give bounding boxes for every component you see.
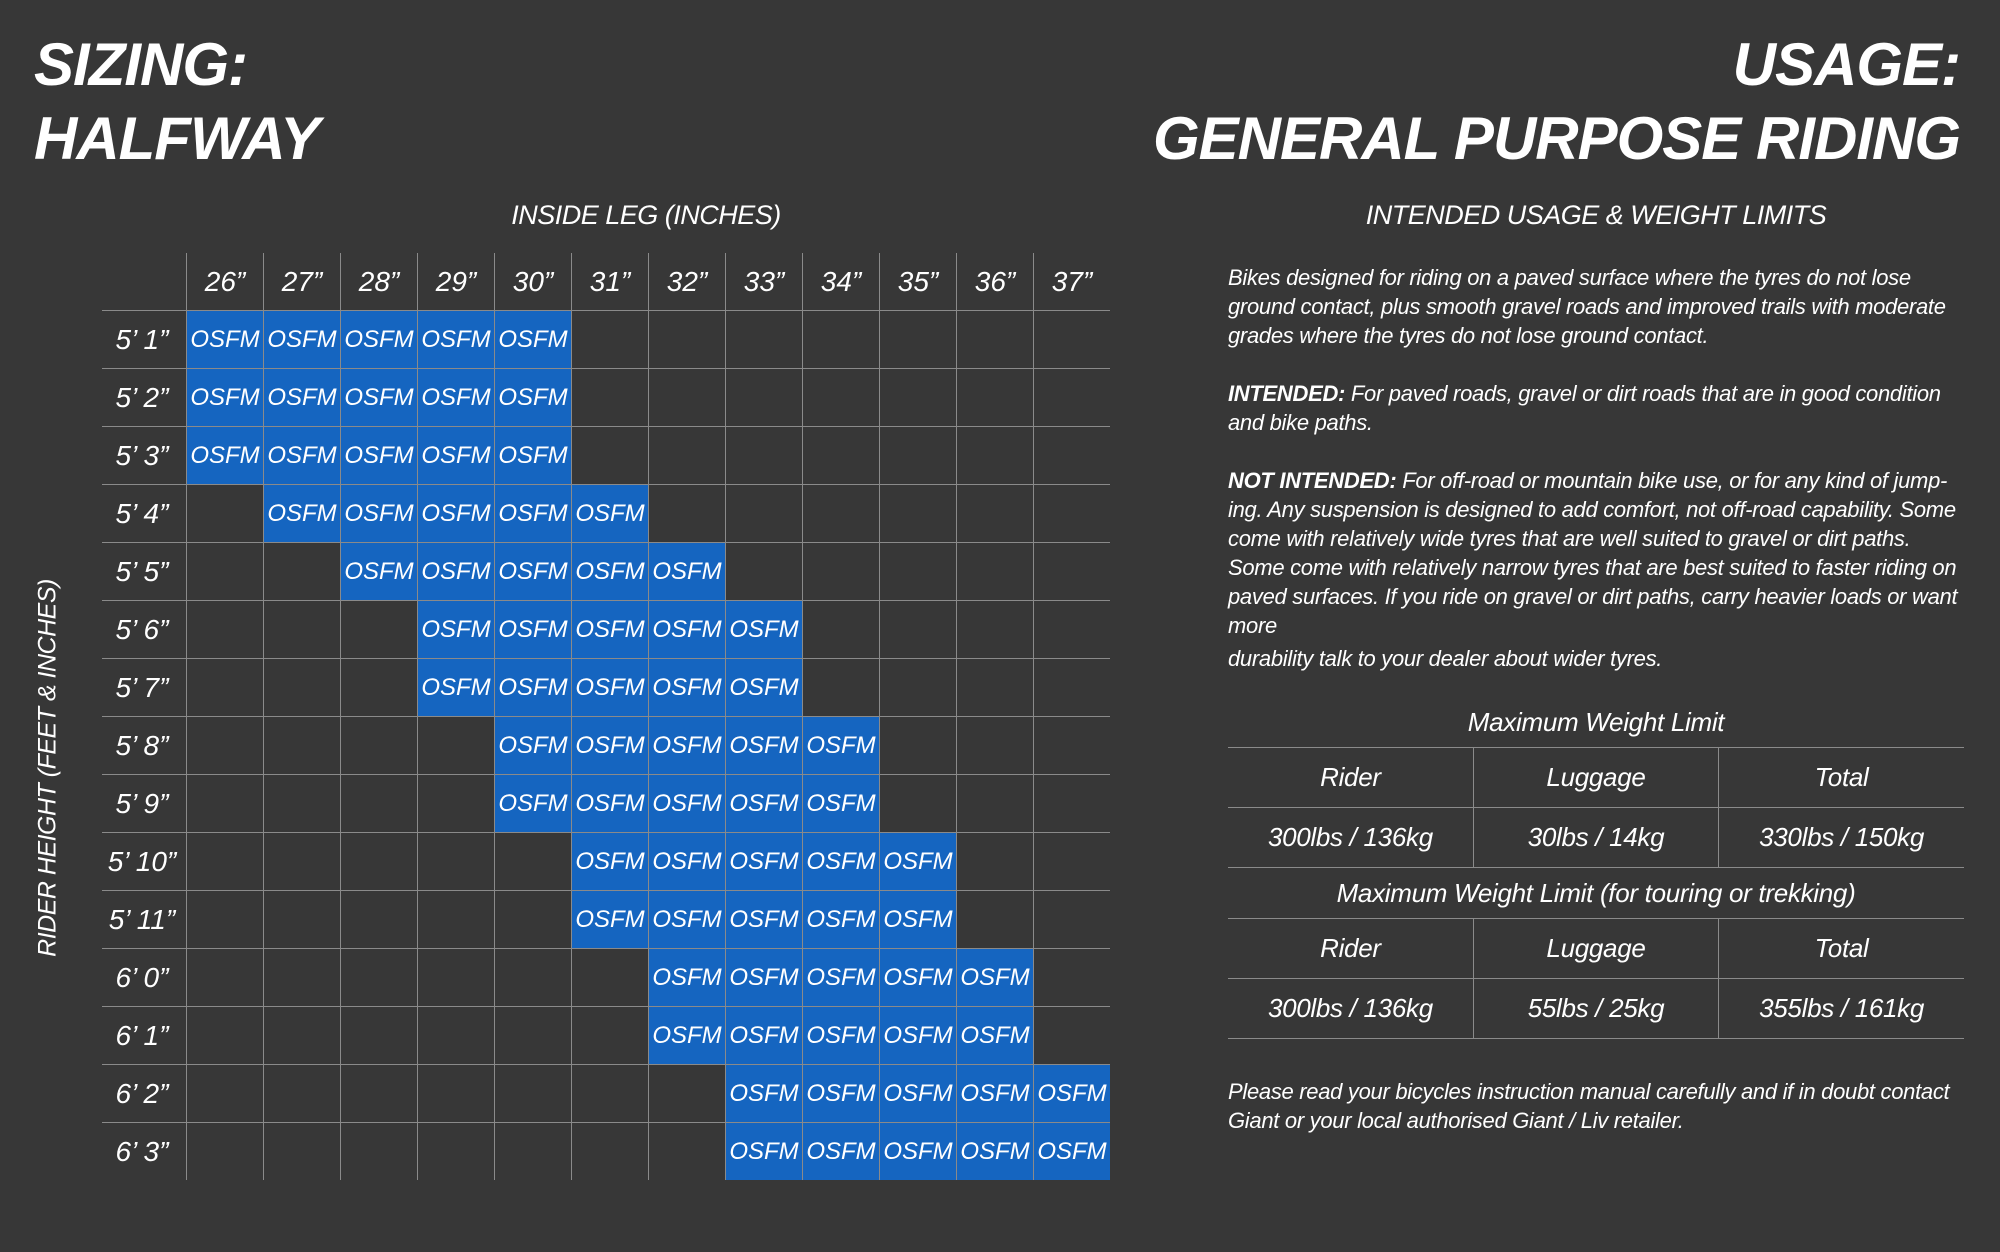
empty-size-cell — [341, 775, 418, 833]
empty-size-cell — [187, 1065, 264, 1123]
empty-size-cell — [495, 1123, 572, 1181]
empty-size-cell — [264, 891, 341, 949]
weight-table-header-row — [1228, 748, 1964, 808]
empty-size-cell — [1034, 717, 1111, 775]
empty-size-cell — [187, 833, 264, 891]
rider-height-label: 5’ 7” — [102, 659, 187, 717]
osfm-size-cell: OSFM — [726, 601, 803, 659]
sizing-title-line2: HALFWAY — [34, 105, 320, 172]
osfm-size-cell: OSFM — [726, 1123, 803, 1181]
usage-panel — [1228, 200, 1964, 1135]
osfm-size-cell: OSFM — [495, 427, 572, 485]
empty-size-cell — [341, 601, 418, 659]
sizing-table-body — [102, 311, 1110, 1181]
rider-height-label: 5’ 8” — [102, 717, 187, 775]
rider-height-row — [102, 543, 1110, 601]
weight-table-title: Maximum Weight Limit — [1467, 707, 1725, 737]
rider-height-label: 6’ 0” — [102, 949, 187, 1007]
empty-size-cell — [1034, 369, 1111, 427]
empty-size-cell — [264, 659, 341, 717]
osfm-size-cell: OSFM — [341, 427, 418, 485]
empty-size-cell — [264, 775, 341, 833]
osfm-size-cell: OSFM — [649, 717, 726, 775]
osfm-size-cell: OSFM — [495, 369, 572, 427]
weight-limit-table-1 — [1228, 697, 1964, 868]
empty-size-cell — [803, 543, 880, 601]
luggage-header: Luggage — [1473, 919, 1718, 979]
empty-size-cell — [1034, 891, 1111, 949]
osfm-size-cell: OSFM — [726, 949, 803, 1007]
not-intended-paragraph — [1228, 466, 1964, 640]
empty-size-cell — [572, 369, 649, 427]
empty-size-cell — [264, 1007, 341, 1065]
empty-size-cell — [1034, 427, 1111, 485]
empty-size-cell — [1034, 601, 1111, 659]
osfm-size-cell: OSFM — [572, 543, 649, 601]
empty-size-cell — [957, 543, 1034, 601]
osfm-size-cell: OSFM — [649, 833, 726, 891]
osfm-size-cell: OSFM — [572, 485, 649, 543]
osfm-size-cell: OSFM — [649, 601, 726, 659]
footer-note — [1228, 1077, 1964, 1135]
empty-size-cell — [957, 311, 1034, 369]
not-intended-text: Some come with relatively narrow tyres that are best suited to faster riding on — [1228, 555, 1957, 580]
rider-header: Rider — [1228, 919, 1473, 979]
empty-size-cell — [649, 311, 726, 369]
empty-size-cell — [341, 1007, 418, 1065]
osfm-size-cell: OSFM — [187, 369, 264, 427]
empty-size-cell — [880, 485, 957, 543]
total-value: 330lbs / 150kg — [1719, 808, 1964, 868]
empty-size-cell — [418, 775, 495, 833]
osfm-size-cell: OSFM — [572, 833, 649, 891]
osfm-size-cell: OSFM — [341, 369, 418, 427]
osfm-size-cell: OSFM — [1034, 1123, 1111, 1181]
rider-value: 300lbs / 136kg — [1228, 808, 1473, 868]
inside-leg-header-row — [102, 253, 1110, 311]
weight-table-title: Maximum Weight Limit (for touring or trekking) — [1336, 878, 1856, 908]
osfm-size-cell: OSFM — [264, 369, 341, 427]
durability-line: durability talk to your dealer about wider tyres. — [1228, 646, 1663, 671]
empty-size-cell — [880, 427, 957, 485]
empty-size-cell — [726, 485, 803, 543]
rider-height-row — [102, 1007, 1110, 1065]
empty-size-cell — [418, 1123, 495, 1181]
osfm-size-cell: OSFM — [803, 1065, 880, 1123]
empty-size-cell — [1034, 543, 1111, 601]
rider-height-label: 5’ 9” — [102, 775, 187, 833]
rider-height-label: 6’ 3” — [102, 1123, 187, 1181]
osfm-size-cell: OSFM — [1034, 1065, 1111, 1123]
empty-size-cell — [572, 427, 649, 485]
empty-size-cell — [726, 311, 803, 369]
empty-size-cell — [957, 427, 1034, 485]
empty-size-cell — [649, 485, 726, 543]
osfm-size-cell: OSFM — [495, 485, 572, 543]
osfm-size-cell: OSFM — [803, 1123, 880, 1181]
osfm-size-cell: OSFM — [649, 659, 726, 717]
luggage-header: Luggage — [1473, 748, 1718, 808]
empty-size-cell — [803, 659, 880, 717]
osfm-size-cell: OSFM — [649, 543, 726, 601]
weight-table-value-row — [1228, 979, 1964, 1039]
rider-height-axis-label: RIDER HEIGHT (FEET & INCHES) — [33, 579, 62, 957]
empty-size-cell — [495, 1007, 572, 1065]
empty-size-cell — [341, 659, 418, 717]
empty-size-cell — [341, 1065, 418, 1123]
osfm-size-cell: OSFM — [495, 601, 572, 659]
empty-size-cell — [418, 717, 495, 775]
empty-size-cell — [880, 659, 957, 717]
empty-size-cell — [187, 891, 264, 949]
empty-size-cell — [957, 775, 1034, 833]
rider-height-label: 5’ 11” — [102, 891, 187, 949]
osfm-size-cell: OSFM — [572, 891, 649, 949]
empty-size-cell — [264, 601, 341, 659]
usage-description — [1228, 263, 1964, 350]
osfm-size-cell: OSFM — [649, 1007, 726, 1065]
rider-height-label: 5’ 5” — [102, 543, 187, 601]
empty-size-cell — [341, 833, 418, 891]
rider-height-label: 5’ 1” — [102, 311, 187, 369]
luggage-value: 30lbs / 14kg — [1473, 808, 1718, 868]
empty-size-cell — [187, 601, 264, 659]
rider-height-row — [102, 601, 1110, 659]
osfm-size-cell: OSFM — [572, 659, 649, 717]
osfm-size-cell: OSFM — [726, 659, 803, 717]
empty-size-cell — [418, 891, 495, 949]
osfm-size-cell: OSFM — [880, 833, 957, 891]
empty-size-cell — [880, 717, 957, 775]
osfm-size-cell: OSFM — [726, 1007, 803, 1065]
rider-height-row — [102, 659, 1110, 717]
osfm-size-cell: OSFM — [957, 1007, 1034, 1065]
osfm-size-cell: OSFM — [957, 1065, 1034, 1123]
empty-size-cell — [341, 949, 418, 1007]
empty-size-cell — [1034, 1007, 1111, 1065]
inside-leg-column-header: 37” — [1034, 253, 1111, 311]
not-intended-text: come with relatively wide tyres that are well suited to gravel or dirt paths. — [1228, 526, 1911, 551]
empty-size-cell — [572, 949, 649, 1007]
empty-size-cell — [880, 601, 957, 659]
rider-height-row — [102, 1123, 1110, 1181]
osfm-size-cell: OSFM — [495, 543, 572, 601]
empty-size-cell — [264, 949, 341, 1007]
empty-size-cell — [957, 891, 1034, 949]
usage-heading: INTENDED USAGE & WEIGHT LIMITS — [1365, 200, 1827, 230]
empty-size-cell — [495, 833, 572, 891]
rider-height-row — [102, 949, 1110, 1007]
osfm-size-cell: OSFM — [726, 891, 803, 949]
empty-size-cell — [264, 717, 341, 775]
inside-leg-column-header: 26” — [187, 253, 264, 311]
empty-size-cell — [264, 1065, 341, 1123]
osfm-size-cell: OSFM — [418, 659, 495, 717]
weight-table — [1228, 747, 1964, 868]
empty-size-cell — [880, 369, 957, 427]
inside-leg-column-header: 34” — [803, 253, 880, 311]
osfm-size-cell: OSFM — [418, 543, 495, 601]
description-line: ground contact, plus smooth gravel roads and improved trails with moderate — [1228, 294, 1946, 319]
empty-size-cell — [957, 369, 1034, 427]
osfm-size-cell: OSFM — [803, 717, 880, 775]
osfm-size-cell: OSFM — [803, 891, 880, 949]
empty-size-cell — [726, 543, 803, 601]
empty-size-cell — [726, 369, 803, 427]
empty-size-cell — [495, 891, 572, 949]
rider-height-row — [102, 311, 1110, 369]
osfm-size-cell: OSFM — [957, 949, 1034, 1007]
footer-note-line: Giant or your local authorised Giant / Liv retailer. — [1228, 1108, 1684, 1133]
osfm-size-cell: OSFM — [572, 601, 649, 659]
osfm-size-cell: OSFM — [495, 717, 572, 775]
inside-leg-column-header: 29” — [418, 253, 495, 311]
rider-height-row — [102, 891, 1110, 949]
osfm-size-cell: OSFM — [880, 891, 957, 949]
rider-height-row — [102, 833, 1110, 891]
empty-size-cell — [187, 485, 264, 543]
empty-size-cell — [1034, 485, 1111, 543]
empty-size-cell — [649, 369, 726, 427]
osfm-size-cell: OSFM — [418, 369, 495, 427]
empty-size-cell — [187, 1007, 264, 1065]
empty-size-cell — [572, 311, 649, 369]
empty-size-cell — [957, 485, 1034, 543]
intended-text: and bike paths. — [1228, 410, 1373, 435]
inside-leg-axis-label: INSIDE LEG (INCHES) — [511, 200, 781, 230]
rider-height-row — [102, 427, 1110, 485]
osfm-size-cell: OSFM — [495, 311, 572, 369]
empty-size-cell — [803, 369, 880, 427]
osfm-size-cell: OSFM — [880, 1123, 957, 1181]
usage-title-line2: GENERAL PURPOSE RIDING — [1152, 105, 1960, 172]
usage-title — [1153, 28, 1960, 176]
intended-label: INTENDED: — [1228, 381, 1346, 406]
osfm-size-cell: OSFM — [418, 427, 495, 485]
osfm-size-cell: OSFM — [264, 311, 341, 369]
rider-height-label: 5’ 4” — [102, 485, 187, 543]
empty-size-cell — [495, 1065, 572, 1123]
total-header: Total — [1719, 748, 1964, 808]
weight-table-value-row — [1228, 808, 1964, 868]
intended-text: For paved roads, gravel or dirt roads that are in good condition — [1345, 381, 1941, 406]
rider-header: Rider — [1228, 748, 1473, 808]
empty-size-cell — [187, 949, 264, 1007]
weight-limit-table-2 — [1228, 868, 1964, 1039]
osfm-size-cell: OSFM — [341, 311, 418, 369]
rider-height-row — [102, 485, 1110, 543]
empty-size-cell — [418, 1007, 495, 1065]
empty-size-cell — [187, 659, 264, 717]
rider-height-row — [102, 717, 1110, 775]
inside-leg-column-header: 32” — [649, 253, 726, 311]
osfm-size-cell: OSFM — [957, 1123, 1034, 1181]
not-intended-text: ing. Any suspension is designed to add comfort, not off-road capability. Some — [1228, 497, 1956, 522]
description-line: grades where the tyres do not lose ground contact. — [1228, 323, 1709, 348]
osfm-size-cell: OSFM — [418, 601, 495, 659]
rider-value: 300lbs / 136kg — [1228, 979, 1473, 1039]
empty-size-cell — [187, 1123, 264, 1181]
inside-leg-column-header: 35” — [880, 253, 957, 311]
osfm-size-cell: OSFM — [418, 485, 495, 543]
empty-size-cell — [649, 427, 726, 485]
not-intended-text: more — [1228, 613, 1277, 638]
intended-paragraph — [1228, 379, 1964, 437]
empty-size-cell — [1034, 949, 1111, 1007]
osfm-size-cell: OSFM — [726, 1065, 803, 1123]
empty-size-cell — [264, 1123, 341, 1181]
empty-size-cell — [649, 1123, 726, 1181]
sizing-grid — [102, 253, 1110, 1180]
empty-size-cell — [495, 949, 572, 1007]
rider-height-row — [102, 775, 1110, 833]
empty-size-cell — [187, 717, 264, 775]
osfm-size-cell: OSFM — [495, 659, 572, 717]
empty-size-cell — [803, 427, 880, 485]
osfm-size-cell: OSFM — [803, 833, 880, 891]
empty-size-cell — [341, 1123, 418, 1181]
empty-size-cell — [649, 1065, 726, 1123]
inside-leg-column-header: 27” — [264, 253, 341, 311]
osfm-size-cell: OSFM — [649, 949, 726, 1007]
usage-title-line1: USAGE: — [1732, 31, 1960, 98]
empty-size-cell — [418, 949, 495, 1007]
empty-size-cell — [957, 601, 1034, 659]
empty-size-cell — [418, 1065, 495, 1123]
empty-size-cell — [1034, 311, 1111, 369]
rider-height-label: 5’ 10” — [102, 833, 187, 891]
osfm-size-cell: OSFM — [803, 949, 880, 1007]
rider-height-label: 6’ 2” — [102, 1065, 187, 1123]
osfm-size-cell: OSFM — [803, 775, 880, 833]
inside-leg-column-header: 30” — [495, 253, 572, 311]
osfm-size-cell: OSFM — [341, 543, 418, 601]
empty-size-cell — [1034, 775, 1111, 833]
total-value: 355lbs / 161kg — [1719, 979, 1964, 1039]
sizing-title — [34, 28, 319, 176]
empty-size-cell — [572, 1007, 649, 1065]
sizing-title-line1: SIZING: — [34, 31, 247, 98]
osfm-size-cell: OSFM — [726, 775, 803, 833]
osfm-size-cell: OSFM — [649, 891, 726, 949]
description-line: Bikes designed for riding on a paved surface where the tyres do not lose — [1228, 265, 1911, 290]
empty-size-cell — [572, 1123, 649, 1181]
empty-size-cell — [572, 1065, 649, 1123]
empty-size-cell — [880, 543, 957, 601]
osfm-size-cell: OSFM — [264, 485, 341, 543]
osfm-size-cell: OSFM — [880, 1007, 957, 1065]
not-intended-text: paved surfaces. If you ride on gravel or dirt paths, carry heavier loads or want — [1228, 584, 1958, 609]
rider-height-label: 5’ 3” — [102, 427, 187, 485]
rider-height-label: 5’ 6” — [102, 601, 187, 659]
osfm-size-cell: OSFM — [187, 311, 264, 369]
rider-height-row — [102, 1065, 1110, 1123]
rider-height-row — [102, 369, 1110, 427]
empty-size-cell — [1034, 659, 1111, 717]
empty-size-cell — [341, 717, 418, 775]
osfm-size-cell: OSFM — [803, 1007, 880, 1065]
osfm-size-cell: OSFM — [880, 1065, 957, 1123]
not-intended-label: NOT INTENDED: — [1228, 468, 1397, 493]
osfm-size-cell: OSFM — [572, 775, 649, 833]
empty-size-cell — [418, 833, 495, 891]
empty-size-cell — [803, 485, 880, 543]
empty-size-cell — [341, 891, 418, 949]
osfm-size-cell: OSFM — [187, 427, 264, 485]
inside-leg-column-header: 36” — [957, 253, 1034, 311]
osfm-size-cell: OSFM — [726, 833, 803, 891]
weight-table — [1228, 918, 1964, 1039]
empty-size-cell — [264, 543, 341, 601]
empty-size-cell — [880, 775, 957, 833]
empty-size-cell — [187, 775, 264, 833]
total-header: Total — [1719, 919, 1964, 979]
osfm-size-cell: OSFM — [264, 427, 341, 485]
sizing-table — [102, 253, 1110, 1180]
osfm-size-cell: OSFM — [341, 485, 418, 543]
empty-size-cell — [726, 427, 803, 485]
empty-size-cell — [187, 543, 264, 601]
grid-corner — [102, 253, 187, 311]
osfm-size-cell: OSFM — [495, 775, 572, 833]
empty-size-cell — [957, 833, 1034, 891]
osfm-size-cell: OSFM — [649, 775, 726, 833]
inside-leg-column-header: 28” — [341, 253, 418, 311]
inside-leg-column-header: 33” — [726, 253, 803, 311]
not-intended-text: For off-road or mountain bike use, or for any kind of jump- — [1396, 468, 1948, 493]
inside-leg-column-header: 31” — [572, 253, 649, 311]
weight-table-header-row — [1228, 919, 1964, 979]
footer-note-line: Please read your bicycles instruction manual carefully and if in doubt contact — [1228, 1079, 1950, 1104]
luggage-value: 55lbs / 25kg — [1473, 979, 1718, 1039]
rider-height-label: 6’ 1” — [102, 1007, 187, 1065]
empty-size-cell — [957, 659, 1034, 717]
osfm-size-cell: OSFM — [880, 949, 957, 1007]
osfm-size-cell: OSFM — [726, 717, 803, 775]
empty-size-cell — [803, 601, 880, 659]
empty-size-cell — [957, 717, 1034, 775]
empty-size-cell — [1034, 833, 1111, 891]
empty-size-cell — [803, 311, 880, 369]
rider-height-label: 5’ 2” — [102, 369, 187, 427]
osfm-size-cell: OSFM — [418, 311, 495, 369]
empty-size-cell — [880, 311, 957, 369]
empty-size-cell — [264, 833, 341, 891]
osfm-size-cell: OSFM — [572, 717, 649, 775]
